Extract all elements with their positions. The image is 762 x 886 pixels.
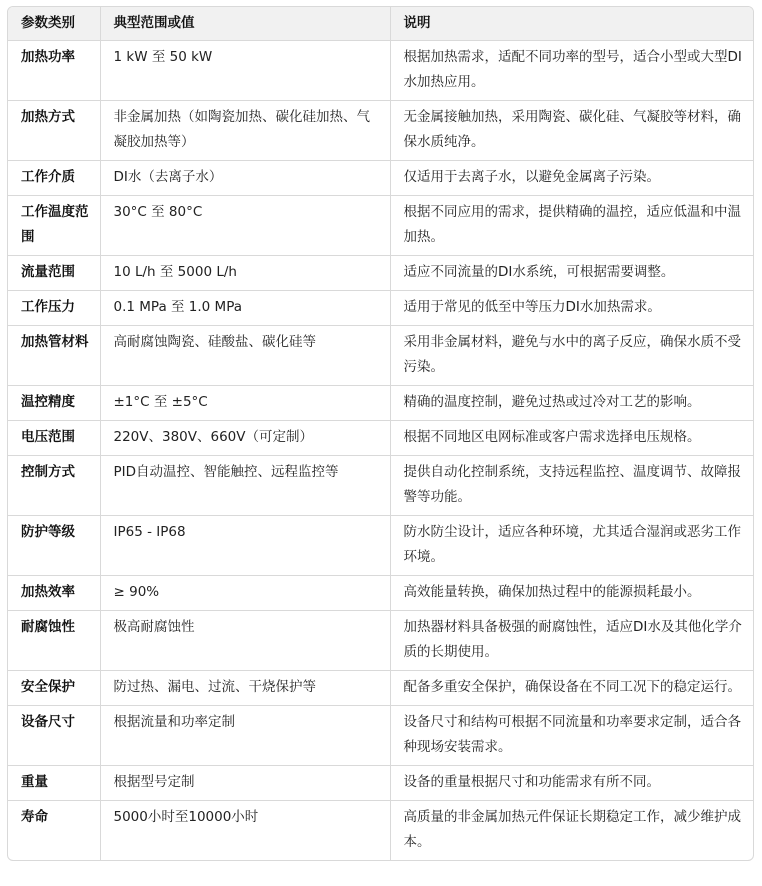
table-row [8,101,753,161]
param-cell: 加热效率 [8,576,100,611]
table-row [8,801,753,861]
value-cell: ≥ 90% [100,576,390,611]
table-row [8,611,753,671]
table-row [8,196,753,256]
table-row [8,421,753,456]
desc-cell: 加热器材料具备极强的耐腐蚀性，适应DI水及其他化学介质的长期使用。 [390,611,753,671]
value-cell: 高耐腐蚀陶瓷、硅酸盐、碳化硅等 [100,326,390,386]
desc-cell: 设备尺寸和结构可根据不同流量和功率要求定制，适合各种现场安装需求。 [390,706,753,766]
table-row [8,576,753,611]
desc-cell: 无金属接触加热，采用陶瓷、碳化硅、气凝胶等材料，确保水质纯净。 [390,101,753,161]
param-cell: 工作温度范围 [8,196,100,256]
desc-cell: 根据不同地区电网标准或客户需求选择电压规格。 [390,421,753,456]
param-cell: 加热功率 [8,41,100,101]
desc-cell: 配备多重安全保护，确保设备在不同工况下的稳定运行。 [390,671,753,706]
desc-cell: 根据加热需求，适配不同功率的型号，适合小型或大型DI水加热应用。 [390,41,753,101]
desc-cell: 精确的温度控制，避免过热或过冷对工艺的影响。 [390,386,753,421]
header-param-category: 参数类别 [8,7,100,41]
param-cell: 耐腐蚀性 [8,611,100,671]
param-cell: 安全保护 [8,671,100,706]
value-cell: DI水（去离子水） [100,161,390,196]
value-cell: 根据型号定制 [100,766,390,801]
table-row [8,291,753,326]
value-cell: 根据流量和功率定制 [100,706,390,766]
table-header-row [8,7,753,41]
table-row [8,256,753,291]
value-cell: ±1°C 至 ±5°C [100,386,390,421]
param-cell: 加热方式 [8,101,100,161]
desc-cell: 设备的重量根据尺寸和功能需求有所不同。 [390,766,753,801]
param-cell: 防护等级 [8,516,100,576]
desc-cell: 高质量的非金属加热元件保证长期稳定工作，减少维护成本。 [403,809,741,850]
value-cell: IP65 - IP68 [100,516,390,576]
desc-cell: 提供自动化控制系统，支持远程监控、温度调节、故障报警等功能。 [390,456,753,516]
param-cell: 工作压力 [8,291,100,326]
table-row [8,671,753,706]
value-cell: 防过热、漏电、过流、干烧保护等 [100,671,390,706]
desc-cell: 采用非金属材料，避免与水中的离子反应，确保水质不受污染。 [390,326,753,386]
desc-cell: 高效能量转换，确保加热过程中的能源损耗最小。 [390,576,753,611]
desc-cell: 适应不同流量的DI水系统，可根据需要调整。 [390,256,753,291]
param-cell: 寿命 [8,801,100,861]
param-cell: 电压范围 [8,421,100,456]
param-cell: 流量范围 [8,256,100,291]
value-cell: 10 L/h 至 5000 L/h [100,256,390,291]
header-description: 说明 [390,7,753,41]
param-cell: 控制方式 [8,456,100,516]
value-cell: 30°C 至 80°C [100,196,390,256]
param-cell: 重量 [8,766,100,801]
table-row [8,516,753,576]
param-cell: 设备尺寸 [8,706,100,766]
table-row [8,386,753,421]
param-cell: 温控精度 [8,386,100,421]
desc-cell: 防水防尘设计，适应各种环境，尤其适合湿润或恶劣工作环境。 [390,516,753,576]
header-typical-value: 典型范围或值 [100,7,390,41]
param-cell: 加热管材料 [8,326,100,386]
value-cell: PID自动温控、智能触控、远程监控等 [100,456,390,516]
value-cell: 1 kW 至 50 kW [100,41,390,101]
value-cell: 极高耐腐蚀性 [100,611,390,671]
table-row [8,161,753,196]
value-cell: 220V、380V、660V（可定制） [100,421,390,456]
value-cell: 5000小时至10000小时 [100,801,390,861]
parameter-table-container [7,6,754,861]
table-row [8,41,753,101]
table-row [8,706,753,766]
table-row [8,326,753,386]
table-row [8,456,753,516]
value-cell: 0.1 MPa 至 1.0 MPa [100,291,390,326]
table-row [8,766,753,801]
desc-cell: 仅适用于去离子水，以避免金属离子污染。 [390,161,753,196]
desc-cell: 适用于常见的低至中等压力DI水加热需求。 [390,291,753,326]
parameter-table [8,7,753,860]
desc-cell: 根据不同应用的需求，提供精确的温控，适应低温和中温加热。 [390,196,753,256]
param-cell: 工作介质 [8,161,100,196]
value-cell: 非金属加热（如陶瓷加热、碳化硅加热、气凝胶加热等） [100,101,390,161]
